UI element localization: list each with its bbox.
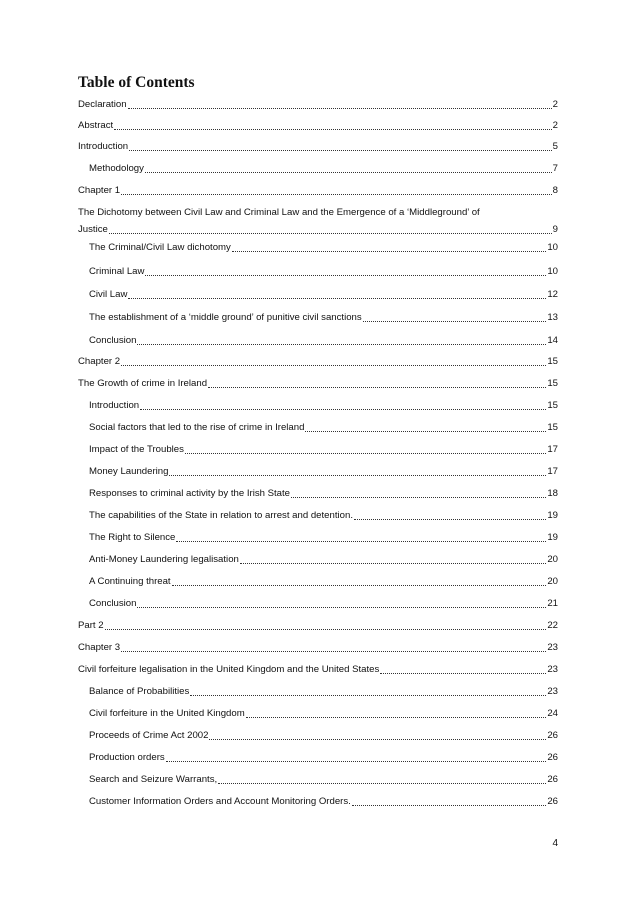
toc-entry-page: 18 (547, 488, 558, 499)
toc-entry[interactable] (89, 686, 558, 698)
toc-entry[interactable] (78, 185, 558, 197)
dot-leader (354, 510, 546, 520)
toc-entry-page: 14 (547, 335, 558, 346)
toc-entry-page: 17 (547, 444, 558, 455)
toc-entry-page: 8 (552, 185, 558, 196)
dot-leader (109, 224, 552, 234)
toc-entry[interactable] (89, 266, 558, 278)
toc-entry-title: Civil Law (89, 289, 128, 300)
toc-entry[interactable] (89, 598, 558, 610)
dot-leader (121, 185, 552, 195)
toc-entry[interactable] (89, 554, 558, 566)
toc-entry-page: 26 (547, 774, 558, 785)
toc-entry[interactable] (89, 335, 558, 347)
dot-leader (145, 163, 552, 173)
toc-entry[interactable] (89, 242, 558, 254)
toc-entry-page: 23 (547, 642, 558, 653)
toc-entry[interactable] (89, 576, 558, 588)
toc-entry-page: 22 (547, 620, 558, 631)
toc-entry-page: 5 (552, 141, 558, 152)
toc-entry[interactable] (78, 664, 558, 676)
toc-entry[interactable] (89, 488, 558, 500)
toc-entry[interactable] (89, 752, 558, 764)
toc-entry-title: Civil forfeiture in the United Kingdom (89, 708, 245, 719)
toc-entry-title: Proceeds of Crime Act 2002 (89, 730, 209, 741)
toc-entry[interactable] (89, 312, 558, 324)
toc-entry[interactable] (89, 444, 558, 456)
dot-leader (218, 774, 546, 784)
toc-entry-title: Balance of Probabilities (89, 686, 190, 697)
dot-leader (169, 466, 546, 476)
toc-entry-page: 15 (547, 378, 558, 389)
toc-entry[interactable] (78, 620, 558, 632)
toc-entry-title: Methodology (89, 163, 144, 174)
toc-entry-title: The Right to Silence (89, 532, 176, 543)
dot-leader (121, 356, 546, 366)
toc-entry-title: Search and Seizure Warrants, (89, 774, 218, 785)
toc-entry-title: Criminal Law (89, 266, 145, 277)
dot-leader (240, 554, 546, 564)
dot-leader (128, 99, 552, 109)
toc-entry-title: The Criminal/Civil Law dichotomy (89, 242, 231, 253)
dot-leader (190, 686, 546, 696)
toc-entry-page: 19 (547, 510, 558, 521)
toc-entry-title: Production orders (89, 752, 165, 763)
toc-entry-title: Money Laundering (89, 466, 169, 477)
toc-entry[interactable] (78, 99, 558, 111)
toc-entry-title: Anti-Money Laundering legalisation (89, 554, 239, 565)
toc-entry-page: 10 (547, 242, 558, 253)
toc-entry-page: 24 (547, 708, 558, 719)
toc-entry-title: Introduction (78, 141, 129, 152)
dot-leader (380, 664, 546, 674)
toc-entry-title: Introduction (89, 400, 140, 411)
toc-entry-title: A Continuing threat (89, 576, 171, 587)
toc-entry-page: 26 (547, 796, 558, 807)
toc-entry-title: Impact of the Troubles (89, 444, 184, 455)
toc-entry-page: 12 (547, 289, 558, 300)
dot-leader (128, 289, 546, 299)
toc-entry-page: 2 (552, 99, 558, 110)
toc-entry-title: Responses to criminal activity by the Irish State (89, 488, 291, 499)
dot-leader (209, 730, 546, 740)
toc-title: Table of Contents (78, 74, 195, 91)
toc-entry-page: 2 (552, 120, 558, 131)
toc-entry[interactable] (78, 207, 558, 236)
toc-entry[interactable] (89, 730, 558, 742)
dot-leader (105, 620, 547, 630)
toc-entry-page: 10 (547, 266, 558, 277)
toc-entry-page: 23 (547, 686, 558, 697)
toc-entry[interactable] (89, 708, 558, 720)
dot-leader (305, 422, 546, 432)
dot-leader (363, 312, 547, 322)
toc-entry-page: 23 (547, 664, 558, 675)
toc-entry[interactable] (89, 532, 558, 544)
toc-entry-title: Declaration (78, 99, 127, 110)
toc-entry-page: 7 (552, 163, 558, 174)
dot-leader (137, 598, 546, 608)
toc-entry[interactable] (78, 642, 558, 654)
toc-entry-page: 19 (547, 532, 558, 543)
toc-entry-page: 13 (547, 312, 558, 323)
toc-entry-page: 15 (547, 400, 558, 411)
toc-entry-title: Abstract (78, 120, 114, 131)
dot-leader (176, 532, 546, 542)
toc-entry-page: 20 (547, 576, 558, 587)
toc-entry-title: The Growth of crime in Ireland (78, 378, 208, 389)
toc-entry-page: 20 (547, 554, 558, 565)
toc-entry[interactable] (89, 774, 558, 786)
toc-entry-title: Civil forfeiture legalisation in the United Kingdom and the United States (78, 664, 380, 675)
toc-entry-title: Social factors that led to the rise of crime in Ireland (89, 422, 305, 433)
toc-entry-title-line2: Justice (78, 224, 108, 235)
toc-entry-title-line1: The Dichotomy between Civil Law and Criminal Law and the Emergence of a ‘Middleground’ of (78, 207, 480, 218)
toc-entry[interactable] (78, 141, 558, 153)
toc-entry[interactable] (78, 378, 558, 390)
toc-entry-title: Customer Information Orders and Account Monitoring Orders. (89, 796, 351, 807)
dot-leader (185, 444, 546, 454)
toc-entry-page: 26 (547, 752, 558, 763)
toc-entry[interactable] (89, 400, 558, 412)
toc-entry-title: Conclusion (89, 335, 137, 346)
toc-entry[interactable] (89, 422, 558, 434)
toc-entry-title: Part 2 (78, 620, 104, 631)
toc-entry[interactable] (89, 510, 558, 522)
dot-leader (352, 796, 547, 806)
toc-entry-title: The capabilities of the State in relation to arrest and detention. (89, 510, 353, 521)
toc-entry-page: 17 (547, 466, 558, 477)
dot-leader (208, 378, 546, 388)
toc-entry[interactable] (89, 163, 558, 175)
toc-entry-page: 26 (547, 730, 558, 741)
dot-leader (145, 266, 546, 276)
toc-entry-title: Chapter 1 (78, 185, 121, 196)
dot-leader (291, 488, 546, 498)
toc-entry[interactable] (78, 356, 558, 368)
toc-entry-page: 9 (552, 224, 558, 235)
dot-leader (140, 400, 546, 410)
toc-entry-title: The establishment of a ‘middle ground’ of punitive civil sanctions (89, 312, 362, 323)
toc-entry-page: 21 (547, 598, 558, 609)
toc-entry[interactable] (78, 120, 558, 132)
toc-entry-title: Chapter 2 (78, 356, 121, 367)
toc-entry-page: 15 (547, 422, 558, 433)
toc-entry-title: Chapter 3 (78, 642, 121, 653)
dot-leader (166, 752, 547, 762)
dot-leader (121, 642, 546, 652)
toc-entry[interactable] (89, 796, 558, 808)
dot-leader (114, 120, 551, 130)
dot-leader (129, 141, 552, 151)
dot-leader (137, 335, 546, 345)
toc-entry-title: Conclusion (89, 598, 137, 609)
dot-leader (232, 242, 547, 252)
page-number: 4 (552, 838, 558, 849)
dot-leader (172, 576, 547, 586)
toc-entry[interactable] (89, 289, 558, 301)
toc-entry-page: 15 (547, 356, 558, 367)
dot-leader (246, 708, 547, 718)
toc-entry[interactable] (89, 466, 558, 478)
